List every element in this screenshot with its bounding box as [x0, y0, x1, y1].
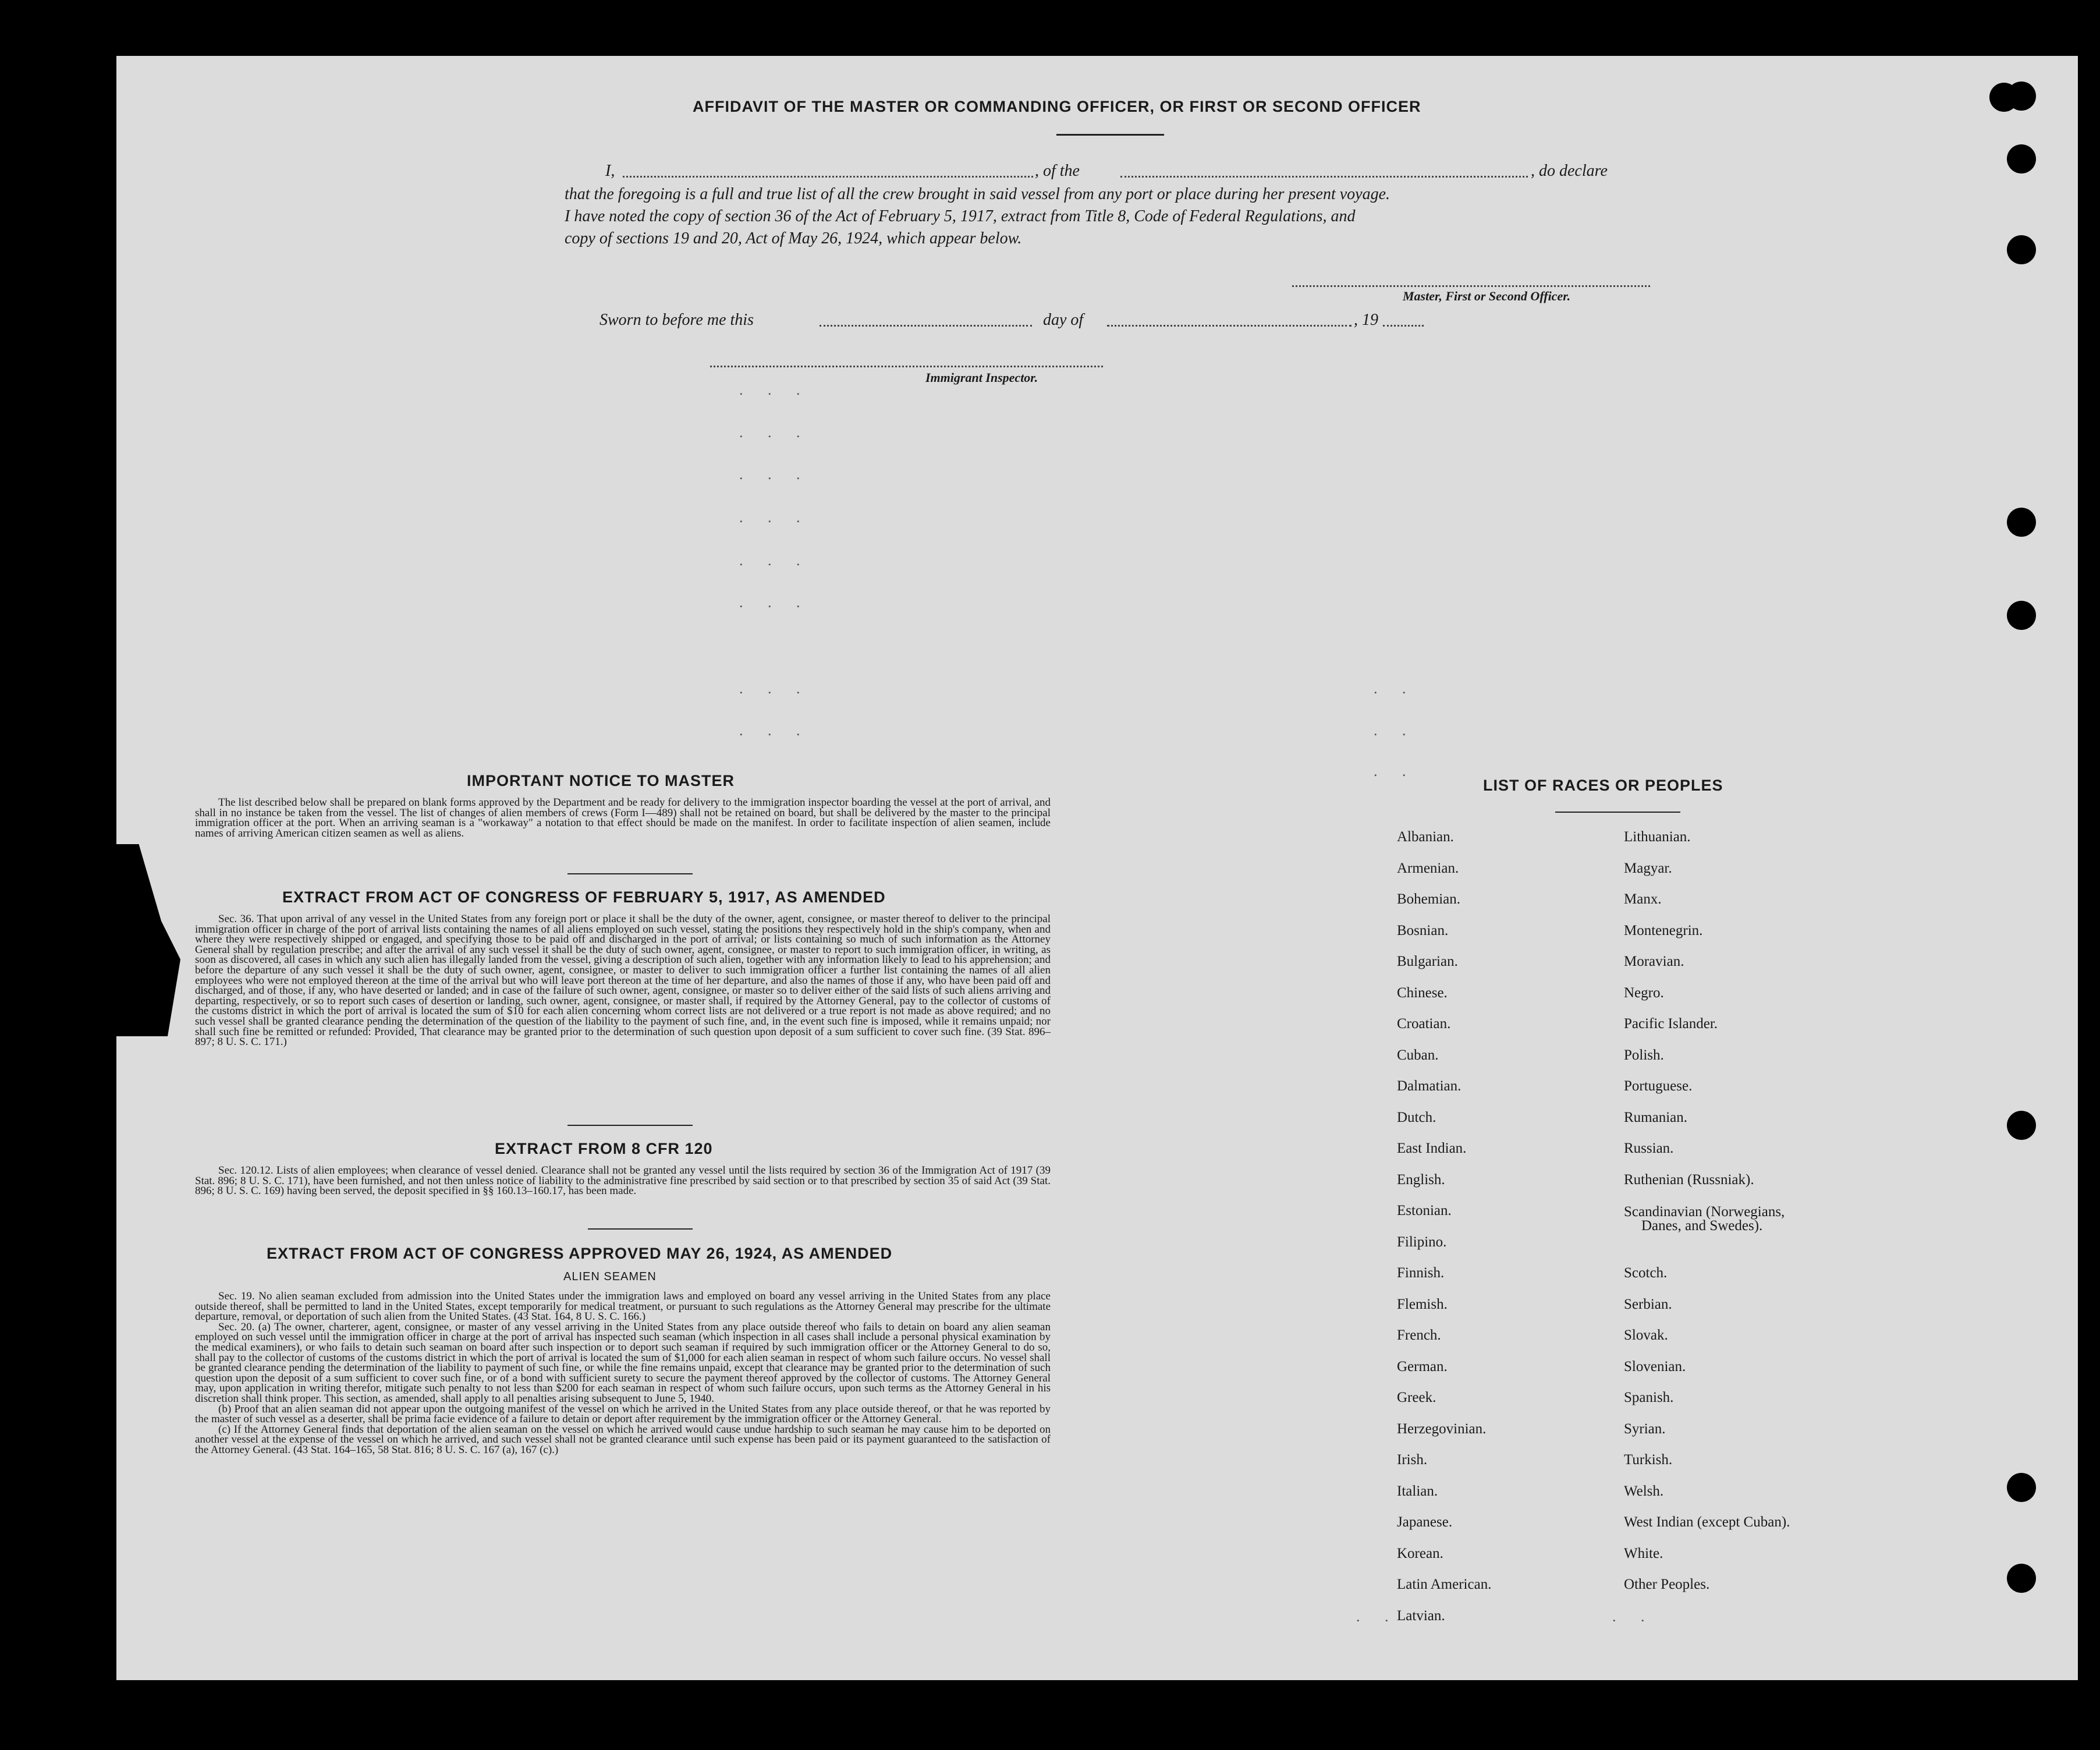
- race-item: Finnish.: [1397, 1265, 1445, 1281]
- divider: [588, 1228, 693, 1230]
- race-item: Moravian.: [1624, 954, 1684, 969]
- race-item: German.: [1397, 1358, 1448, 1375]
- race-item: English.: [1397, 1171, 1445, 1188]
- extract-1917-text: [195, 914, 1051, 1047]
- race-item: Latvian.: [1397, 1607, 1445, 1624]
- notice-title: IMPORTANT NOTICE TO MASTER: [467, 772, 735, 789]
- race-item: Herzegovinian.: [1397, 1420, 1487, 1437]
- extract-1924-text: [195, 1291, 1051, 1455]
- race-item: Armenian.: [1397, 860, 1459, 876]
- race-item: Magyar.: [1624, 860, 1672, 876]
- race-item: Dalmatian.: [1397, 1078, 1462, 1094]
- race-item: Lithuanian.: [1624, 829, 1691, 845]
- sworn-day-field[interactable]: [820, 325, 1032, 327]
- race-item: Chinese.: [1397, 984, 1448, 1001]
- affidavit-of-the: , of the: [1035, 162, 1080, 180]
- extract-1924-title: EXTRACT FROM ACT OF CONGRESS APPROVED MAY 26, 1924, AS AMENDED: [267, 1245, 893, 1262]
- punch-hole: [2007, 601, 2036, 630]
- master-signature-line[interactable]: [1292, 285, 1650, 287]
- race-item: Syrian.: [1624, 1420, 1666, 1437]
- race-item: Manx.: [1624, 891, 1662, 907]
- section-20c-paragraph: (c) If the Attorney General finds that deportation of the alien seaman on the vessel on which he arrived would cause undue hardship to such seaman he may cause him to be deported on another vessel at the expense of the vessel on which he arrived, and such vessel shall not be granted clearance until such expense has been paid or its payment guaranteed to the satisfaction of the Attorney General. (43 Stat. 164–165, 58 Stat. 816; 8 U. S. C. 167 (a), 167 (c).): [195, 1423, 1051, 1456]
- name-field[interactable]: [623, 176, 1033, 178]
- race-item: Ruthenian (Russniak).: [1624, 1171, 1754, 1188]
- extract-cfr-text: [195, 1166, 1051, 1196]
- race-item: Portuguese.: [1624, 1078, 1693, 1094]
- race-item: Other Peoples.: [1624, 1577, 1710, 1592]
- punch-hole: [2007, 508, 2036, 537]
- race-item: Polish.: [1624, 1047, 1664, 1063]
- race-item: Croatian.: [1397, 1016, 1451, 1032]
- affidavit-line3: I have noted the copy of section 36 of the Act of February 5, 1917, extract from Title 8, Code of Federal Regulations, and: [565, 207, 1356, 225]
- race-item: Slovenian.: [1624, 1358, 1686, 1375]
- speck: . . .: [739, 424, 811, 441]
- race-item: Bohemian.: [1397, 891, 1461, 907]
- speck: . . .: [739, 594, 811, 611]
- race-item: White.: [1624, 1545, 1663, 1561]
- punch-hole: [2007, 1111, 2036, 1140]
- vessel-field[interactable]: [1120, 176, 1528, 178]
- sworn-month-field[interactable]: [1107, 325, 1351, 327]
- speck: . .: [1356, 1608, 1399, 1625]
- extract-cfr-title: EXTRACT FROM 8 CFR 120: [495, 1140, 713, 1157]
- race-item: Scandinavian (Norwegians,: [1624, 1204, 1785, 1220]
- race-item: West Indian (except Cuban).: [1624, 1514, 1790, 1530]
- race-item: Flemish.: [1397, 1296, 1448, 1312]
- section-20a-paragraph: Sec. 20. (a) The owner, charterer, agent, consignee, or master of any vessel arriving in the United States from any place outside thereof who fails to detain on board any alien seaman employed on such vessel until the immigration officer in charge at the port of arrival has inspected such seaman (which inspection in all cases shall include a personal physical examination by the medical examiners), or who fails to detain such seaman on board after such inspection or to deport such seaman if required by such immigration officer or the Attorney General to do so, shall pay to the collector of customs of the customs district in which the port of arrival is located the sum of $1,000 for each alien seaman in respect of whom such failure occurs. No vessel shall be granted clearance pending the determination of the liability to payment of such fine, or while the fine remains unpaid, except that clearance may be granted prior to the determination of such question upon the deposit of a sum sufficient to cover such fine, or of a bond with sufficient surety to secure the payment thereof approved by the collector of customs. The Attorney General may, upon application in writing therefor, mitigate such penalty to not less than $200 for each seaman in respect of whom such failure occurs, upon such terms as the Attorney General in his discretion shall think proper. This section, as amended, shall apply to all penalties arising subsequent to June 5, 1940.: [195, 1320, 1051, 1405]
- affidavit-line2: that the foregoing is a full and true list of all the crew brought in said vessel from any port or place during her present voyage.: [565, 185, 1390, 203]
- race-item: Greek.: [1397, 1390, 1436, 1405]
- race-item: Filipino.: [1397, 1234, 1447, 1250]
- race-item: Japanese.: [1397, 1514, 1453, 1530]
- speck: . .: [1374, 722, 1417, 739]
- divider: [567, 873, 693, 874]
- race-item: Spanish.: [1624, 1390, 1674, 1405]
- race-item: Turkish.: [1624, 1452, 1673, 1468]
- race-item: Italian.: [1397, 1483, 1438, 1499]
- alien-seamen-subtitle: ALIEN SEAMEN: [563, 1270, 657, 1283]
- speck: . . .: [739, 509, 811, 526]
- section-36-paragraph: Sec. 36. That upon arrival of any vessel in the United States from any foreign port or place it shall be the duty of the owner, agent, consignee, or master thereof to deliver to the principal immigration officer in charge of the port of arrival lists containing the names of all aliens employed on such vessel, stating the positions they respectively hold in the ship's company, when and where they were respectively shipped or engaged, and specifying those to be paid off and discharged in the port of arrival; or lists containing so much of such information as the Attorney General shall by regulation prescribe; and after the arrival of any such vessel it shall be the duty of such owner, agent, consignee, or master to report to such immigration officer, in writing, as soon as discovered, all cases in which any such alien has illegally landed from the vessel, giving a description of such alien, together with any information likely to lead to his apprehension; and before the departure of any such vessel it shall be the duty of such owner, agent, consignee, or master to deliver to such immigration officer a further list containing the names of all alien employees who were not employed thereon at the time of the arrival but who will leave port thereon at the time of her departure, and also the names of those if any, who have been paid off and discharged, and of those, if any, who have deserted or landed; and in case of the failure of such owner, agent, consignee, or master so to deliver either of the said lists of such aliens arriving and departing, respectively, or so to report such cases of desertion or landing, such owner, agent, consignee, or master shall, if required by the Attorney General, pay to the collector of customs of the customs district in which the port of arrival is located the sum of $10 for each alien concerning whom correct lists are not delivered or a true report is not made as above required; and no such vessel shall be granted clearance pending the determination of the question of the liability to the payment of such fine, and, in the event such fine is imposed, while it remains unpaid; nor shall such fine be remitted or refunded: Provided, That clearance may be granted prior to the determination of such question upon deposit of a sum sufficient to cover such fine. (39 Stat. 896–897; 8 U. S. C. 171.): [195, 913, 1051, 1048]
- speck: . .: [1374, 763, 1417, 780]
- race-item: Estonian.: [1397, 1203, 1452, 1218]
- race-item: Montenegrin.: [1624, 922, 1703, 938]
- notice-text: [195, 798, 1051, 838]
- affidavit-i: I,: [605, 162, 615, 180]
- day-of-text: day of: [1043, 311, 1084, 329]
- race-item: Russian.: [1624, 1140, 1674, 1156]
- speck: . . .: [739, 466, 811, 483]
- race-item: Dutch.: [1397, 1109, 1436, 1125]
- speck: . . .: [739, 722, 811, 739]
- race-item: Bulgarian.: [1397, 954, 1458, 969]
- section-20b-paragraph: (b) Proof that an alien seaman did not appear upon the outgoing manifest of the vessel on which he arrived in the United States from any place outside thereof, or that he was reported by the master of such vessel as a deserter, shall be prima facie evidence of a failure to detain or deport after requirement by the immigration officer or the Attorney General.: [195, 1402, 1051, 1426]
- race-item: East Indian.: [1397, 1140, 1467, 1156]
- section-19-paragraph: Sec. 19. No alien seaman excluded from admission into the United States under the immigration laws and employed on board any vessel arriving in the United States from any place outside thereof, shall be permitted to land in the United States, except temporarily for medical treatment, or pursuant to such regulations as the Attorney General may prescribe for the ultimate departure, removal, or deportation of such alien from the United States. (43 Stat. 164, 8 U. S. C. 166.): [195, 1290, 1051, 1323]
- punch-hole: [2007, 82, 2036, 111]
- affidavit-line4: copy of sections 19 and 20, Act of May 26, 1924, which appear below.: [565, 229, 1022, 247]
- affidavit-title-rule: [1056, 134, 1164, 136]
- sworn-line: [600, 311, 1414, 331]
- punch-hole: [2007, 1564, 2036, 1593]
- races-title: LIST OF RACES OR PEOPLES: [1483, 777, 1723, 794]
- race-item: Rumanian.: [1624, 1109, 1688, 1125]
- race-item: Serbian.: [1624, 1296, 1672, 1312]
- race-item: Pacific Islander.: [1624, 1016, 1718, 1032]
- sworn-year-field[interactable]: [1383, 325, 1424, 327]
- notice-paragraph: The list described below shall be prepared on blank forms approved by the Department and be ready for delivery to the immigration inspector boarding the vessel at the port of arrival, and shall in no instance be taken from the vessel. The list of changes of alien members of crews (Form I—489) shall not be retained on board, but shall be delivered by the master to the principal immigration officer at the port. When an arriving seaman is a "workaway" a notation to that effect should be made on the manifest. In order to facilitate inspection of alien seamen, include names of arriving American citizen seamen as well as aliens.: [195, 796, 1051, 839]
- affidavit-line1: [565, 162, 1659, 182]
- affidavit-title: AFFIDAVIT OF THE MASTER OR COMMANDING OFFICER, OR FIRST OR SECOND OFFICER: [693, 98, 1421, 115]
- divider: [567, 1125, 693, 1126]
- inspector-signature-caption: Immigrant Inspector.: [925, 370, 1038, 385]
- races-title-rule: [1555, 812, 1680, 813]
- punch-hole: [2007, 1473, 2036, 1502]
- race-item: Bosnian.: [1397, 922, 1449, 938]
- speck: . . .: [739, 381, 811, 398]
- race-item: Slovak.: [1624, 1327, 1668, 1343]
- race-item: Albanian.: [1397, 829, 1454, 845]
- sworn-text: Sworn to before me this: [600, 311, 754, 329]
- speck: . . .: [739, 552, 811, 569]
- race-item: French.: [1397, 1327, 1441, 1343]
- race-item: Irish.: [1397, 1452, 1428, 1468]
- extract-1917-title: EXTRACT FROM ACT OF CONGRESS OF FEBRUARY 5, 1917, AS AMENDED: [282, 888, 886, 906]
- inspector-signature-line[interactable]: [710, 366, 1103, 367]
- race-item: Korean.: [1397, 1545, 1443, 1561]
- speck: . .: [1374, 680, 1417, 697]
- punch-hole: [2007, 144, 2036, 173]
- race-item: Welsh.: [1624, 1483, 1664, 1499]
- race-item: Danes, and Swedes).: [1641, 1218, 1763, 1234]
- race-item: Scotch.: [1624, 1265, 1668, 1281]
- punch-hole: [2007, 235, 2036, 264]
- race-item: Latin American.: [1397, 1577, 1492, 1592]
- section-120-paragraph: Sec. 120.12. Lists of alien employees; when clearance of vessel denied. Clearance shall not be granted any vessel until the lists required by section 36 of the Immigration Act of 1917 (39 Stat. 896; 8 U. S. C. 171), have been furnished, and not then unless notice of liability to the administrative fine prescribed by said section or to that prescribed by section 35 of said Act (39 Stat. 896; 8 U. S. C. 169) having been served, the deposit specified in §§ 160.13–160.17, has been made.: [195, 1164, 1051, 1198]
- speck: . . .: [739, 680, 811, 697]
- speck: . .: [1612, 1608, 1655, 1625]
- affidavit-declare: , do declare: [1531, 162, 1608, 180]
- year-text: , 19: [1354, 311, 1378, 329]
- race-item: Negro.: [1624, 984, 1664, 1001]
- race-item: Cuban.: [1397, 1047, 1439, 1063]
- master-signature-caption: Master, First or Second Officer.: [1403, 289, 1571, 303]
